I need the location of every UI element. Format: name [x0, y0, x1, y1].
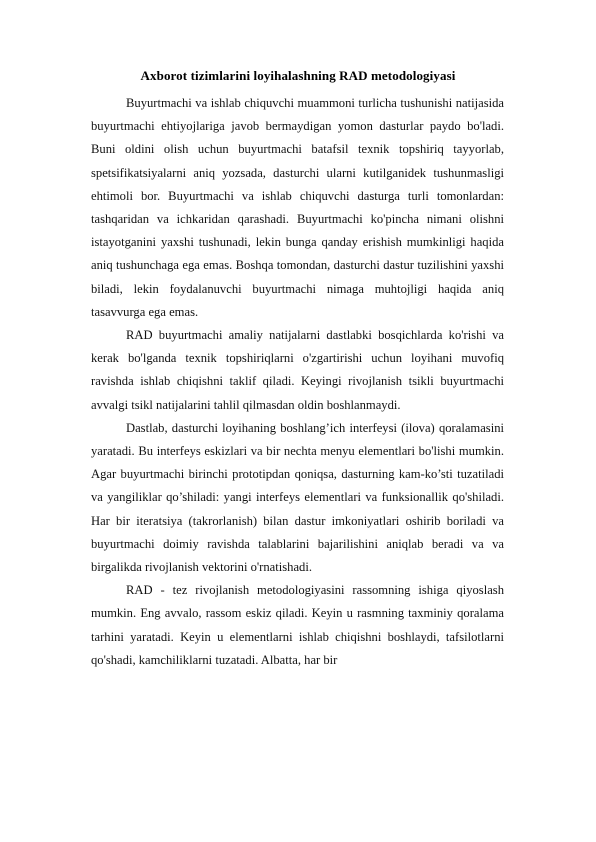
paragraph-1: Buyurtmachi va ishlab chiquvchi muammoni turlicha tushunishi natijasida buyurtmachi ehtiyojlariga javob bermaydigan yomon dasturlar paydo bo'ladi. Buni oldini olish uchun buyurtmachi batafsil texnik topshiriq tayyorlab, spetsifikatsiyalarni aniq yozsada, dasturchi ularni kutilganidek tushunmasligi ehtimoli bor. Buyurtmachi va ishlab chiquvchi dasturga turli tomonlardan: tashqaridan va ichkaridan qarashadi. Buyurtmachi ko'pincha nimani olishni istayotganini yaxshi tushunadi, lekin bunga qanday erishish mumkinligi haqida aniq tushunchaga ega emas. Boshqa tomondan, dasturchi dastur tuzilishini yaxshi biladi, lekin foydalanuvchi buyurtmachi nimaga muhtojligi haqida aniq tasavvurga ega emas. — [91, 96, 504, 319]
paragraph-2: RAD buyurtmachi amaliy natijalarni dastlabki bosqichlarda ko'rishi va kerak bo'lganda texnik topshiriqlarni o'zgartirishi uchun loyihani muvofiq ravishda ishlab chiqishni taklif qiladi. Keyingi rivojlanish tsikli buyurtmachi avvalgi tsikl natijalarini tahlil qilmasdan oldin boshlanmaydi. — [91, 328, 504, 412]
document-title: Axborot tizimlarini loyihalashning RAD metodologiyasi — [140, 68, 456, 83]
document-body — [91, 92, 504, 672]
paragraph-3: Dastlab, dasturchi loyihaning boshlang’ich interfeysi (ilova) qoralamasini yaratadi. Bu interfeys eskizlari va bir nechta menyu elementlari bo'lishi mumkin. Agar buyurtmachi birinchi prototipdan qoniqsa, dasturning kam-ko’sti tuzatiladi va yangiliklar qo’shiladi: yangi interfeys elementlari va funksionallik qo'shiladi. Har bir iteratsiya (takrorlanish) bilan dastur imkoniyatlari oshirib boriladi va buyurtmachi doimiy ravishda talablarini bajarilishini aniqlab beradi va va birgalikda rivojlanish vektorini o'rnatishadi. — [91, 420, 504, 575]
paragraph-4: RAD - tez rivojlanish metodologiyasini rassomning ishiga qiyoslash mumkin. Eng avvalo, rassom eskiz qiladi. Keyin u rasmning taxminiy qoralama tarhini yaratadi. Keyin u elementlarni ishlab chiqishni boshlaydi, tafsilotlarni qo'shadi, kamchiliklarni tuzatadi. Albatta, har bir — [91, 583, 504, 667]
